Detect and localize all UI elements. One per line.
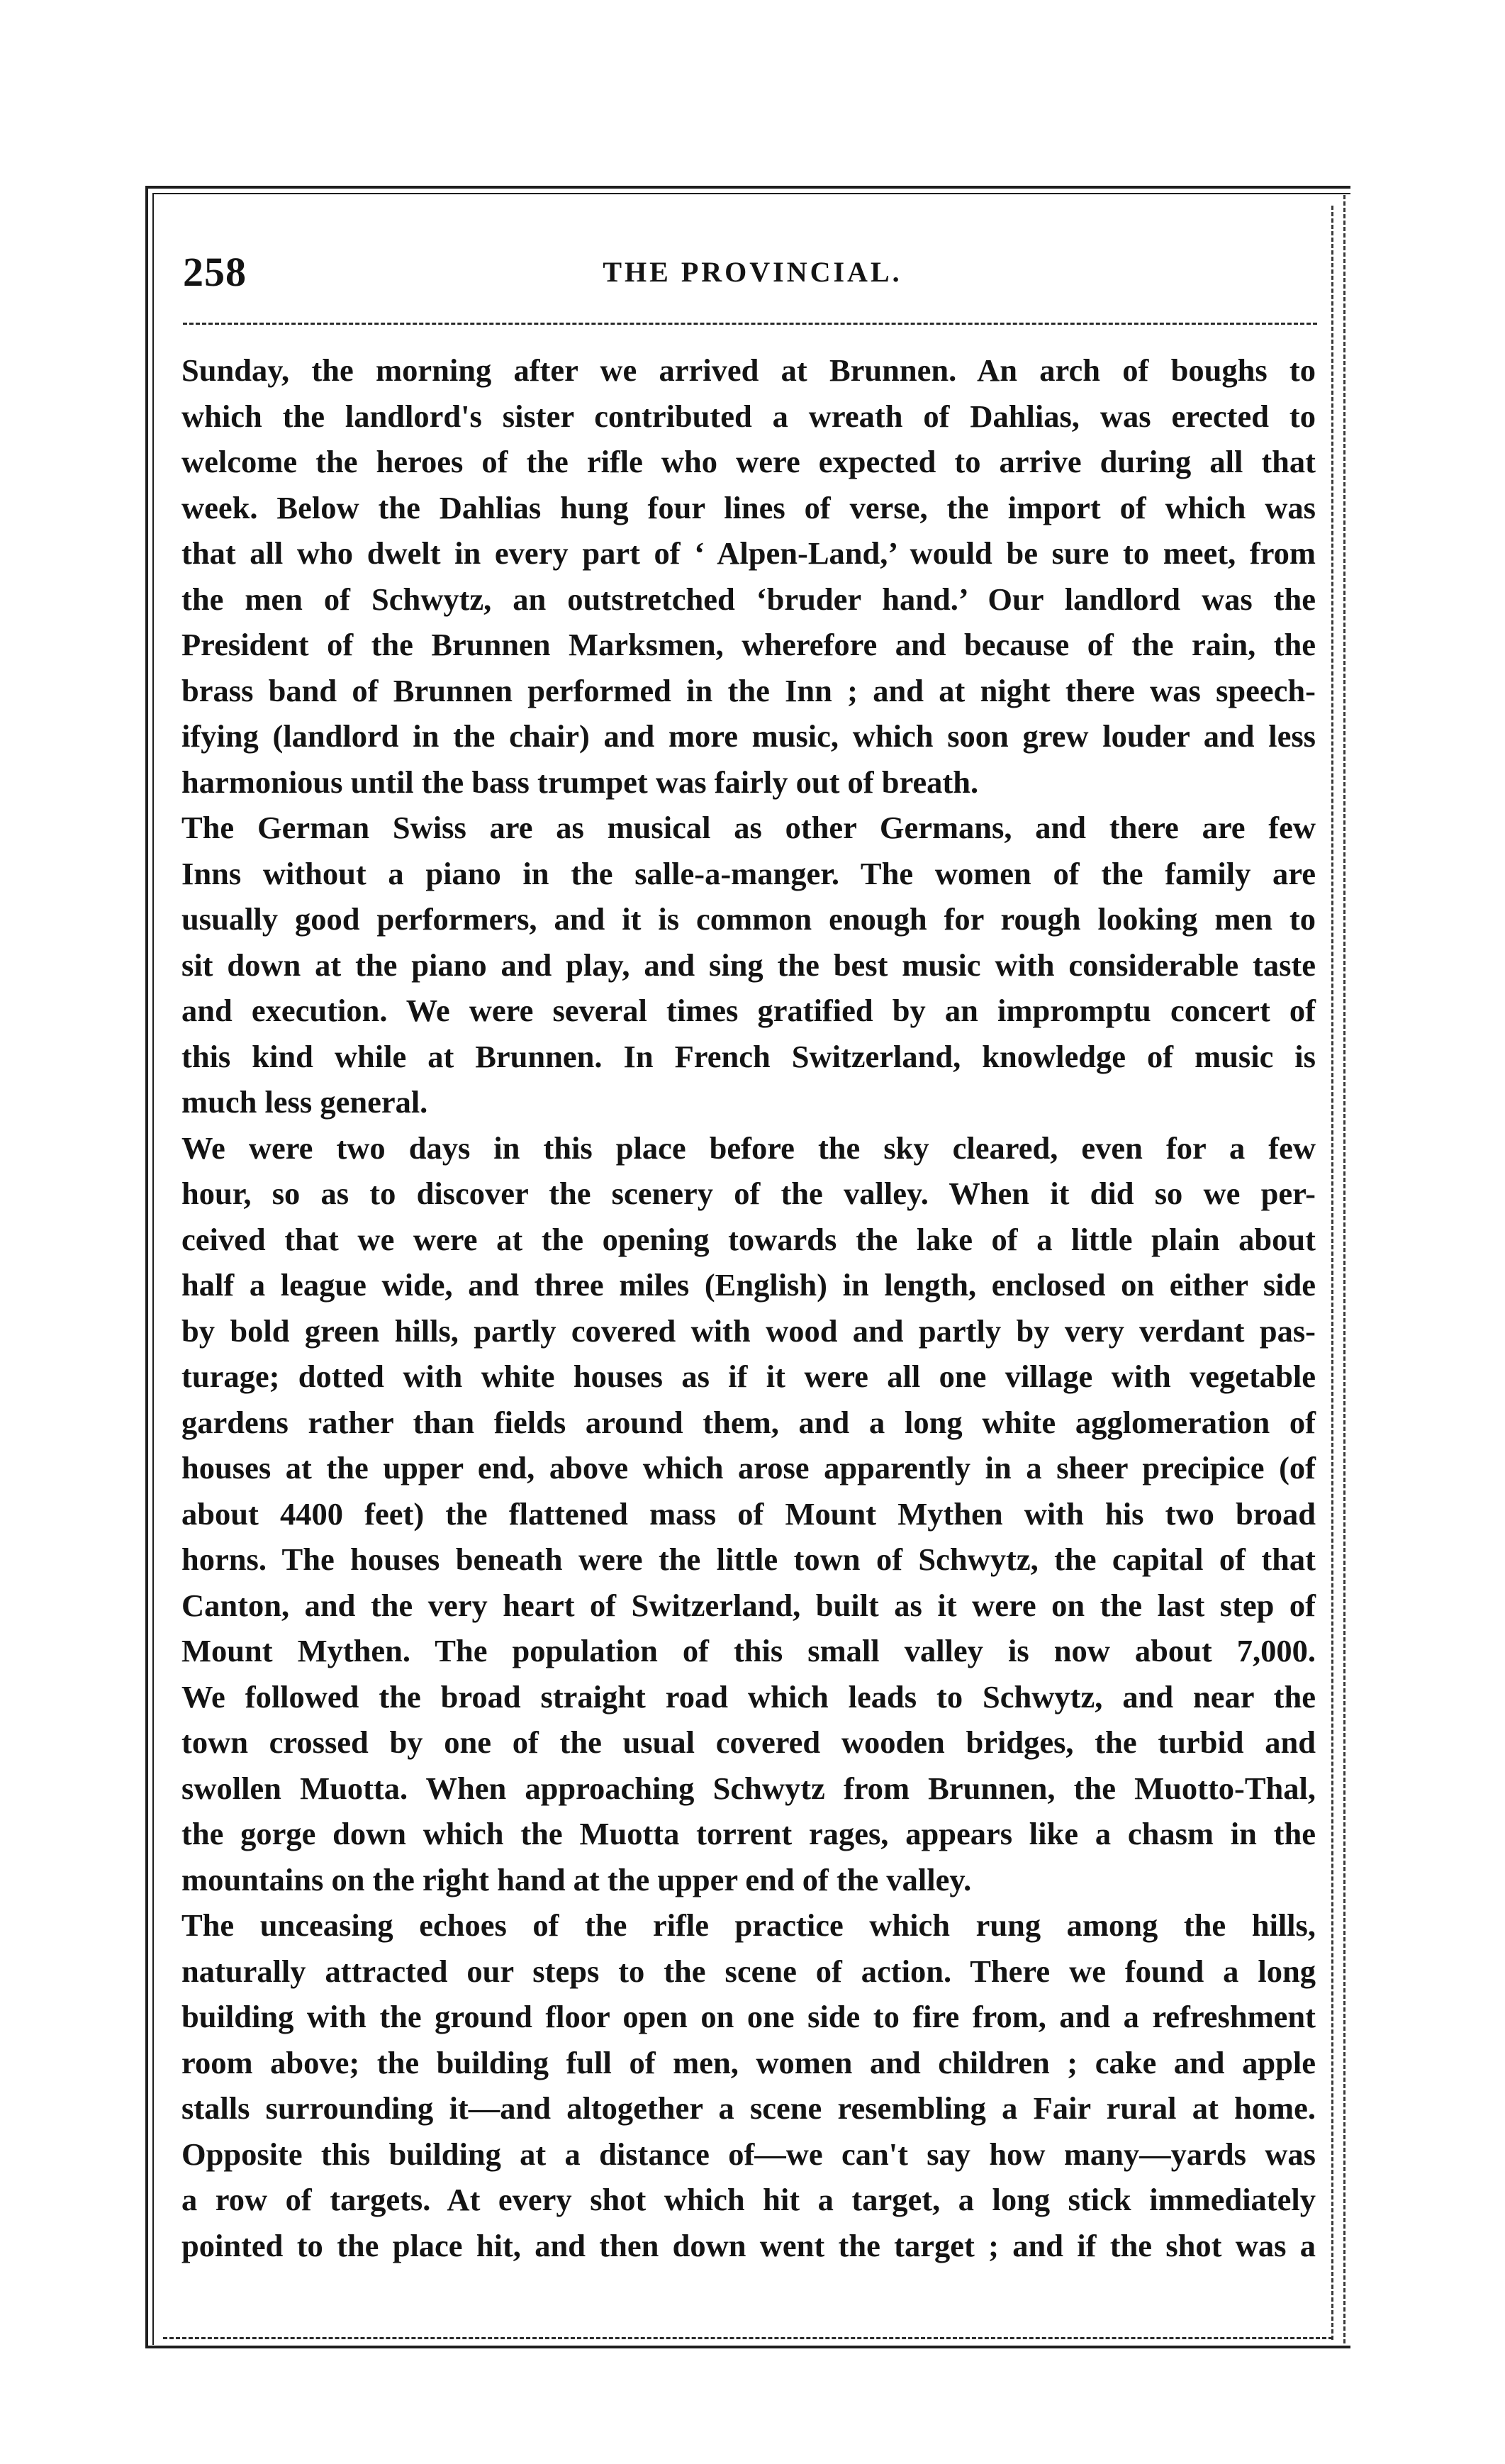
text-line: the gorge down which the Muotta torrent rages, appears like a chasm in the xyxy=(181,1816,1316,1851)
text-line: and execution. We were several times gratified by an impromptu concert of xyxy=(181,993,1316,1028)
text-line: half a league wide, and three miles (English) in length, enclosed on either side xyxy=(181,1267,1316,1303)
text-line: Canton, and the very heart of Switzerland, built as it were on the last step of xyxy=(181,1587,1316,1623)
paragraph-3 xyxy=(181,1125,1316,1903)
text-line: naturally attracted our steps to the scene of action. There we found a long xyxy=(181,1953,1316,1989)
text-line: a row of targets. At every shot which hit a target, a long stick immediately xyxy=(181,2182,1316,2217)
text-line: harmonious until the bass trumpet was fairly out of breath. xyxy=(181,764,979,800)
left-border-rule-inner xyxy=(152,193,154,2345)
header-divider-rule xyxy=(183,323,1317,325)
right-border-rule-inner xyxy=(1331,206,1333,2340)
text-line: that all who dwelt in every part of ‘ Alpen-Land,’ would be sure to meet, from xyxy=(181,535,1316,571)
text-line: Opposite this building at a distance of—we can't say how many—yards was xyxy=(181,2136,1316,2172)
text-line: week. Below the Dahlias hung four lines of verse, the import of which was xyxy=(181,489,1316,525)
text-line: The German Swiss are as musical as other Germans, and there are few xyxy=(181,810,1316,845)
text-line: The unceasing echoes of the rifle practice which rung among the hills, xyxy=(181,1907,1316,1943)
text-line: town crossed by one of the usual covered wooden bridges, the turbid and xyxy=(181,1724,1316,1760)
text-line: Inns without a piano in the salle-a-manger. The women of the family are xyxy=(181,855,1316,891)
text-line: pointed to the place hit, and then down went the target ; and if the shot was a xyxy=(181,2227,1316,2263)
text-line: gardens rather than fields around them, and a long white agglomeration of xyxy=(181,1404,1316,1440)
bottom-border-rule xyxy=(145,2346,1350,2348)
body-text xyxy=(181,347,1316,2268)
text-line: by bold green hills, partly covered with wood and partly by very verdant pas- xyxy=(181,1312,1316,1349)
text-line: swollen Muotta. When approaching Schwytz from Brunnen, the Muotto-Thal, xyxy=(181,1770,1316,1806)
text-line: horns. The houses beneath were the little town of Schwytz, the capital of that xyxy=(181,1542,1316,1577)
text-line: turage; dotted with white houses as if it were all one village with vegetable xyxy=(181,1359,1316,1394)
right-border-rule xyxy=(1343,195,1345,2343)
text-line: about 4400 feet) the flattened mass of Mount Mythen with his two broad xyxy=(181,1495,1316,1532)
text-line: ceived that we were at the opening towards the lake of a little plain about xyxy=(181,1221,1316,1257)
text-line: much less general. xyxy=(181,1084,428,1120)
top-border-rule xyxy=(145,186,1350,189)
text-line: President of the Brunnen Marksmen, wherefore and because of the rain, the xyxy=(181,627,1316,662)
left-border-rule xyxy=(145,186,148,2348)
paragraph-2 xyxy=(181,805,1316,1125)
text-line: welcome the heroes of the rifle who were expected to arrive during all that xyxy=(181,444,1316,479)
running-title: THE PROVINCIAL. xyxy=(603,256,902,288)
top-border-rule-inner xyxy=(152,193,1350,194)
paragraph-1 xyxy=(181,347,1316,805)
text-line: brass band of Brunnen performed in the Inn ; and at night there was speech- xyxy=(181,672,1316,708)
text-line: this kind while at Brunnen. In French Switzerland, knowledge of music is xyxy=(181,1038,1316,1074)
bottom-border-rule-inner xyxy=(163,2337,1333,2339)
text-line: houses at the upper end, above which arose apparently in a sheer precipice (of xyxy=(181,1450,1316,1485)
text-line: the men of Schwytz, an outstretched ‘bruder hand.’ Our landlord was the xyxy=(181,581,1316,617)
text-line: hour, so as to discover the scenery of the valley. When it did so we per- xyxy=(181,1176,1316,1211)
text-line: room above; the building full of men, women and children ; cake and apple xyxy=(181,2044,1316,2080)
text-line: ifying (landlord in the chair) and more music, which soon grew louder and less xyxy=(181,718,1316,754)
paragraph-4 xyxy=(181,1902,1316,2268)
text-line: Mount Mythen. The population of this small valley is now about 7,000. xyxy=(181,1633,1316,1668)
text-line: which the landlord's sister contributed a wreath of Dahlias, was erected to xyxy=(181,398,1316,434)
page-number: 258 xyxy=(183,249,247,295)
text-line: mountains on the right hand at the upper end of the valley. xyxy=(181,1861,972,1897)
text-line: We followed the broad straight road which leads to Schwytz, and near the xyxy=(181,1678,1316,1715)
text-line: Sunday, the morning after we arrived at Brunnen. An arch of boughs to xyxy=(181,352,1316,388)
text-line: stalls surrounding it—and altogether a scene resembling a Fair rural at home. xyxy=(181,2090,1316,2126)
text-line: usually good performers, and it is common enough for rough looking men to xyxy=(181,901,1316,937)
text-line: sit down at the piano and play, and sing the best music with considerable taste xyxy=(181,947,1316,983)
text-line: We were two days in this place before the sky cleared, even for a few xyxy=(181,1130,1316,1166)
text-line: building with the ground floor open on one side to fire from, and a refreshment xyxy=(181,1999,1316,2034)
